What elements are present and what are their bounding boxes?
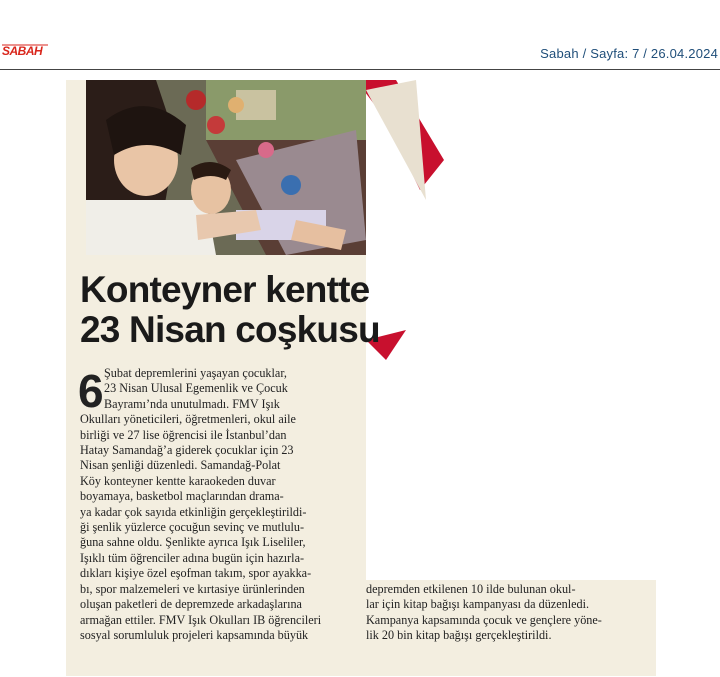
body-line: oluşan paketleri de depremzede arkadaşlarına xyxy=(80,597,302,612)
body-line: Okulları yöneticileri, öğretmenleri, okul aile xyxy=(80,412,296,427)
body-line: Köy konteyner kentte karaokeden duvar xyxy=(80,473,276,488)
body-line: Kampanya kapsamında çocuk ve gençlere yöne- xyxy=(366,612,602,627)
children-painting-photo xyxy=(86,80,366,255)
body-line: Şubat depremlerini yaşayan çocuklar, xyxy=(104,366,287,380)
body-line: lar için kitap bağışı kampanyası da düzenledi. xyxy=(366,597,590,612)
headline-line-1: Konteyner kentte xyxy=(80,269,370,310)
body-line: Hatay Samandağ’a giderek çocuklar için 23 xyxy=(80,443,294,458)
body-line: birliği ve 27 lise öğrencisi ile İstanbul’dan xyxy=(80,427,287,442)
body-line: ğuna sahne oldu. Şenlikte ayrıca Işık Liseliler, xyxy=(80,535,306,550)
sabah-logo xyxy=(1,40,49,60)
news-clipping xyxy=(66,80,656,676)
body-line: bı, spor malzemeleri ve kırtasiye ürünlerinden xyxy=(80,581,305,596)
body-line: Bayramı’nda unutulmadı. FMV Işık xyxy=(104,396,280,411)
body-line: lik 20 bin kitap bağışı gerçekleştirildi. xyxy=(366,628,552,643)
body-line: Nisan şenliği düzenledi. Samandağ-Polat xyxy=(80,458,281,473)
article-column-2 xyxy=(366,582,651,644)
body-line: depremden etkilenen 10 ilde bulunan okul- xyxy=(366,582,576,596)
article-column-1 xyxy=(80,366,350,643)
page-meta: Sabah / Sayfa: 7 / 26.04.2024 xyxy=(540,46,718,61)
header-divider xyxy=(0,69,720,70)
body-line: ya kadar çok sayıda etkinliğin gerçekleştirildi- xyxy=(80,504,307,519)
page-header xyxy=(0,0,720,70)
body-line: 23 Nisan Ulusal Egemenlik ve Çocuk xyxy=(104,381,288,396)
body-line: armağan ettiler. FMV Işık Okulları IB öğrencileri xyxy=(80,612,322,627)
svg-text:SABAH: SABAH xyxy=(2,44,43,58)
drop-cap: 6 xyxy=(78,365,104,417)
body-line: Işıklı tüm öğrenciler adına bugün için hazırla- xyxy=(80,550,305,565)
headline-line-2: 23 Nisan coşkusu xyxy=(80,309,380,350)
body-line: dıkları kişiye özel eşofman takım, spor ayakka- xyxy=(80,566,312,581)
body-line: sosyal sorumluluk projeleri kapsamında büyük xyxy=(80,627,309,642)
body-line: boyamaya, basketbol maçlarından drama- xyxy=(80,489,284,504)
body-line: ği şenlik yüzlerce çocuğun sevinç ve mutlulu- xyxy=(80,520,305,535)
article-headline xyxy=(80,270,420,350)
